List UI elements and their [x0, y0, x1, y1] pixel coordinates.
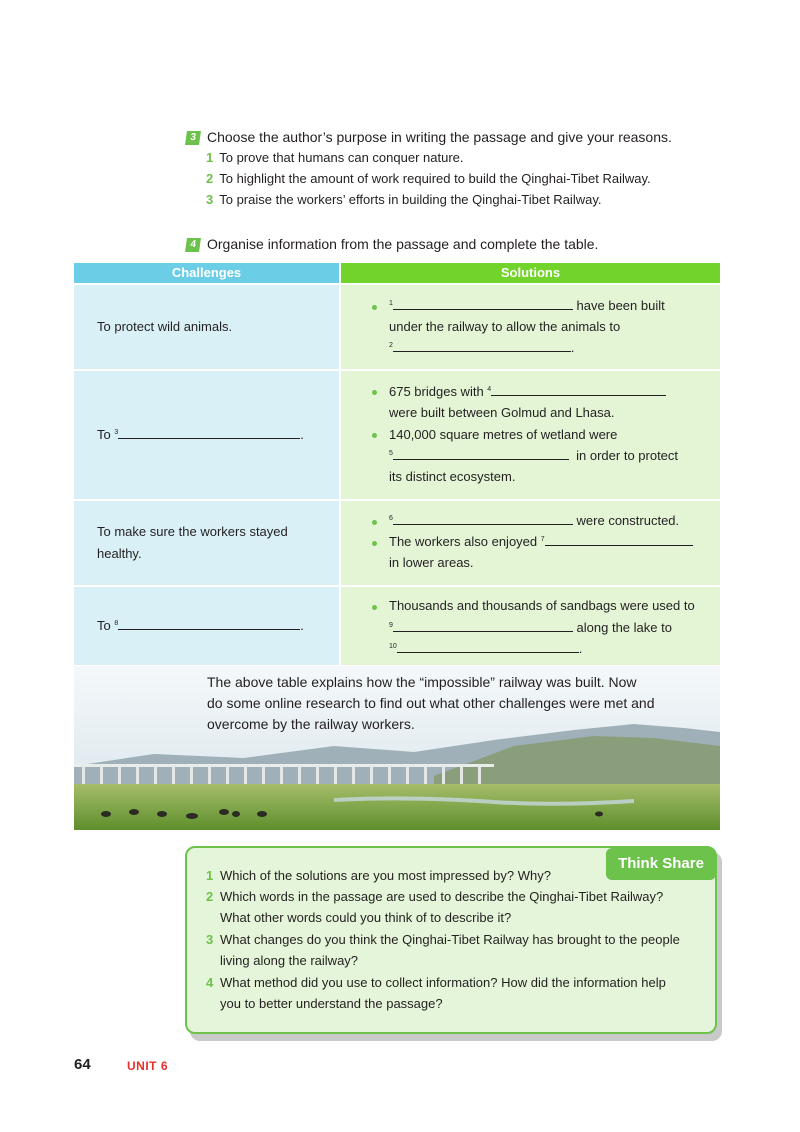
option-number: 1	[206, 150, 214, 165]
solution-line	[389, 339, 575, 357]
question-text: living along the railway?	[220, 953, 359, 968]
question-text: Which words in the passage are used to describe the Qinghai-Tibet Railway?	[220, 889, 664, 904]
header-challenges: Challenges	[74, 263, 339, 283]
question-number: 3	[206, 932, 214, 947]
task-3-number-badge: 3	[185, 131, 201, 145]
task-4-number-badge: 4	[185, 238, 201, 252]
answer-blank[interactable]	[545, 534, 693, 546]
task-3-option-1	[206, 150, 464, 165]
challenge-text: To make sure the workers stayed healthy.	[97, 524, 288, 561]
solution-line: its distinct ecosystem.	[389, 469, 516, 484]
bullet-icon	[372, 390, 377, 395]
solution-cell-2	[341, 371, 720, 499]
answer-blank[interactable]	[393, 620, 573, 632]
bullet-icon	[372, 520, 377, 525]
blank-number: 4	[487, 386, 492, 393]
solution-line: $^9$ along the lake to	[389, 620, 672, 635]
question-number: 4	[206, 975, 214, 990]
research-line-3: overcome by the railway workers.	[207, 716, 415, 732]
answer-blank[interactable]	[393, 298, 573, 310]
bullet-icon	[372, 433, 377, 438]
task-3-option-2	[206, 171, 651, 186]
question-number: 2	[206, 889, 214, 904]
solution-line: $^5$ in order to protect	[389, 448, 679, 463]
think-share-question-4	[206, 972, 666, 1014]
solution-line	[389, 297, 665, 315]
answer-blank[interactable]	[393, 448, 569, 460]
question-text: What other words could you think of to describe it?	[220, 910, 512, 925]
blank-number: 7	[540, 536, 545, 543]
solution-line: 675 bridges with $^4$	[389, 383, 666, 401]
challenge-text: To $^3$ .	[97, 427, 304, 442]
blank-number: 2	[389, 342, 393, 349]
blank-number: 8	[114, 620, 119, 627]
header-solutions: Solutions	[341, 263, 720, 283]
option-number: 2	[206, 171, 214, 186]
challenge-text: To protect wild animals.	[97, 319, 233, 334]
task-3-option-3	[206, 192, 601, 207]
think-share-badge: Think Share	[606, 848, 716, 880]
answer-blank[interactable]	[393, 340, 571, 352]
bullet-icon	[372, 305, 377, 310]
blank-number: 6	[389, 515, 393, 522]
challenge-cell-2	[74, 371, 339, 499]
bullet-icon	[372, 541, 377, 546]
option-text: To praise the workers’ efforts in building the Qinghai-Tibet Railway.	[219, 192, 602, 207]
solution-line: were built between Golmud and Lhasa.	[389, 405, 615, 420]
solution-line: $^{10}$ .	[389, 641, 583, 656]
question-number: 1	[206, 868, 214, 883]
option-text: To prove that humans can conquer nature.	[219, 150, 464, 165]
think-share-question-1	[206, 865, 551, 886]
solution-text: have been built	[576, 298, 665, 313]
challenge-cell-4	[74, 587, 339, 665]
solution-line: 140,000 square metres of wetland were	[389, 427, 618, 442]
research-line-2: do some online research to find out what other challenges were met and	[207, 695, 655, 711]
answer-blank[interactable]	[397, 641, 579, 653]
blank-number: 5	[389, 450, 393, 457]
question-text: What changes do you think the Qinghai-Tibet Railway has brought to the people	[220, 932, 680, 947]
solution-line: under the railway to allow the animals to	[389, 319, 621, 334]
solution-line: in lower areas.	[389, 555, 474, 570]
blank-number: 1	[389, 300, 393, 307]
question-text: Which of the solutions are you most impressed by? Why?	[220, 868, 551, 883]
think-share-question-2	[206, 886, 663, 928]
solution-cell-1	[341, 285, 720, 369]
challenge-cell-1	[74, 285, 339, 369]
unit-label: UNIT 6	[127, 1059, 169, 1073]
answer-blank[interactable]	[118, 618, 300, 630]
challenge-text: To $^8$ .	[97, 618, 304, 633]
research-prompt	[207, 672, 687, 735]
solution-line: $^6$ were constructed.	[389, 513, 680, 528]
option-text: To highlight the amount of work required to build the Qinghai-Tibet Railway.	[219, 171, 651, 186]
bullet-icon	[372, 605, 377, 610]
task-3-title: Choose the author’s purpose in writing the passage and give your reasons.	[207, 129, 672, 145]
solution-line: Thousands and thousands of sandbags were used to	[389, 598, 695, 613]
blank-number: 3	[114, 429, 119, 436]
research-line-1: The above table explains how the “impossible” railway was built. Now	[207, 674, 637, 690]
question-text: What method did you use to collect information? How did the information help	[220, 975, 666, 990]
solution-text: .	[570, 340, 575, 355]
task-4-title: Organise information from the passage and complete the table.	[207, 236, 599, 252]
answer-blank[interactable]	[491, 384, 666, 396]
answer-blank[interactable]	[393, 513, 573, 525]
option-number: 3	[206, 192, 214, 207]
page-number: 64	[74, 1056, 91, 1073]
blank-number: 9	[389, 622, 393, 629]
think-share-question-3	[206, 929, 680, 971]
question-text: you to better understand the passage?	[220, 996, 443, 1011]
blank-number: 10	[389, 643, 397, 650]
solution-cell-3	[341, 501, 720, 585]
solution-line: The workers also enjoyed $^7$	[389, 533, 693, 551]
challenge-cell-3	[74, 501, 339, 585]
answer-blank[interactable]	[118, 427, 300, 439]
solution-cell-4	[341, 587, 720, 665]
